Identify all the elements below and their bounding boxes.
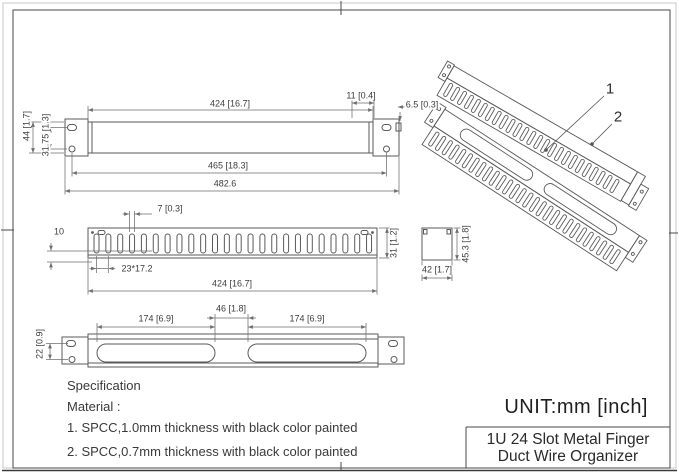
section-view-drawing bbox=[422, 228, 452, 260]
dim-front-body-width: 424 [16.7] bbox=[209, 98, 251, 109]
dim-bottom-hole-spacing: 22 [0.9] bbox=[34, 328, 45, 360]
mount-hole bbox=[389, 341, 398, 347]
dim-finger-slot-pitch: 23*17.2 bbox=[121, 263, 153, 274]
dim-finger-body-width: 424 [16.7] bbox=[211, 278, 253, 289]
isometric-duct-assembly bbox=[430, 61, 654, 210]
dim-front-flange: 6.5 [0.3] bbox=[405, 99, 439, 110]
dim-bottom-center-gap: 46 [1.8] bbox=[215, 303, 247, 314]
callout-1-leader bbox=[546, 96, 604, 150]
dim-front-overall-width: 482.6 bbox=[213, 178, 237, 189]
callout-2-label: 2 bbox=[613, 108, 623, 126]
dim-bottom-left-slot: 174 [6.9] bbox=[138, 313, 174, 324]
dim-front-panel-height: 44 [1.7] bbox=[21, 110, 32, 142]
dim-finger-depth: 10 bbox=[53, 226, 65, 237]
front-panel-body bbox=[88, 122, 373, 153]
sheet-title-line-1: 1U 24 Slot Metal Finger bbox=[486, 431, 650, 448]
iso-right-ear bbox=[628, 184, 648, 210]
callout-2-dot bbox=[591, 143, 594, 146]
dim-section-width: 42 [1.7] bbox=[421, 264, 453, 275]
specification-item-2: 2. SPCC,0.7mm thickness with black color painted bbox=[67, 444, 358, 459]
sheet-title-line-2: Duct Wire Organizer bbox=[497, 448, 639, 465]
top-slot-tab bbox=[361, 231, 368, 235]
mount-hole bbox=[384, 146, 390, 152]
cable-slot-left bbox=[97, 344, 215, 362]
mount-hole bbox=[69, 146, 75, 152]
dim-section-height: 45.3 [1.8] bbox=[460, 225, 471, 263]
dim-finger-slot-width: 7 [0.3] bbox=[157, 203, 183, 214]
specification-item-1: 1. SPCC,1.0mm thickness with black color painted bbox=[67, 420, 358, 435]
dim-bottom-right-slot: 174 [6.9] bbox=[289, 313, 325, 324]
iso-right-ear bbox=[625, 236, 647, 263]
dim-finger-body-height: 31 [1.2] bbox=[388, 227, 399, 259]
callout-1-dot bbox=[545, 149, 548, 152]
mount-hole bbox=[69, 357, 75, 363]
mount-hole bbox=[382, 125, 391, 131]
dim-front-hole-spacing: 31.75 [1.3] bbox=[40, 113, 51, 157]
mount-hole bbox=[391, 357, 397, 363]
dim-front-mounting-span: 465 [18.3] bbox=[207, 160, 249, 171]
top-slot-tab bbox=[98, 231, 105, 235]
specification-heading: Specification bbox=[67, 378, 141, 393]
specification-material-label: Material : bbox=[67, 399, 121, 414]
unit-label: UNIT:mm [inch] bbox=[504, 396, 648, 418]
cable-slot-right bbox=[248, 344, 366, 362]
finger-duct-body bbox=[88, 228, 377, 258]
dim-front-ear-width: 11 [0.4] bbox=[346, 90, 376, 101]
iso-slots bbox=[443, 80, 623, 193]
iso-slot-face bbox=[437, 78, 631, 201]
isometric-duct-body bbox=[414, 102, 648, 276]
callout-2-leader bbox=[592, 124, 612, 144]
finger-slots bbox=[94, 234, 372, 253]
callout-1-label: 1 bbox=[605, 80, 615, 98]
bottom-view-drawing bbox=[62, 334, 404, 367]
mount-hole bbox=[68, 125, 77, 131]
finger-view-drawing bbox=[88, 228, 377, 258]
iso-left-ear bbox=[438, 61, 454, 81]
iso-base-slot-right bbox=[542, 181, 619, 237]
iso-slot-face bbox=[422, 126, 629, 271]
front-view-drawing bbox=[65, 119, 401, 156]
